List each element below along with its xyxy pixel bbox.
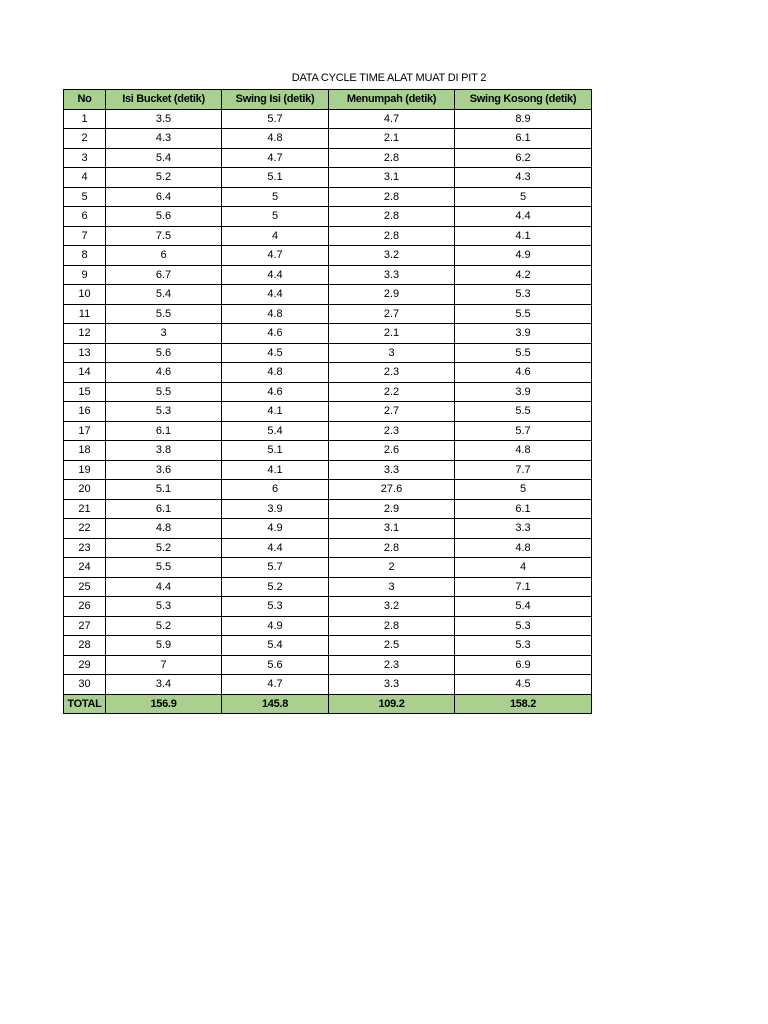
cell-swing-kosong: 5.3 <box>455 636 592 656</box>
total-row <box>64 694 592 714</box>
cell-swing-isi: 4.1 <box>222 402 329 422</box>
cell-no: 18 <box>64 441 106 461</box>
table-row <box>64 129 592 149</box>
cell-swing-kosong: 5.3 <box>455 616 592 636</box>
cell-swing-kosong: 4.4 <box>455 207 592 227</box>
cell-isi-bucket: 7 <box>106 655 222 675</box>
cell-menumpah: 3.3 <box>329 460 455 480</box>
cell-swing-isi: 4.6 <box>222 382 329 402</box>
cell-no: 15 <box>64 382 106 402</box>
table-row <box>64 421 592 441</box>
cell-menumpah: 2.7 <box>329 402 455 422</box>
cell-menumpah: 27.6 <box>329 480 455 500</box>
cell-isi-bucket: 7.5 <box>106 226 222 246</box>
table-row <box>64 363 592 383</box>
cell-menumpah: 2.1 <box>329 324 455 344</box>
cell-isi-bucket: 5.1 <box>106 480 222 500</box>
cell-menumpah: 2.8 <box>329 226 455 246</box>
cell-isi-bucket: 3 <box>106 324 222 344</box>
cell-swing-kosong: 5 <box>455 187 592 207</box>
cell-isi-bucket: 5.6 <box>106 207 222 227</box>
cell-swing-isi: 4.4 <box>222 538 329 558</box>
cell-swing-isi: 4 <box>222 226 329 246</box>
cell-swing-isi: 5.1 <box>222 441 329 461</box>
table-row <box>64 324 592 344</box>
cell-menumpah: 2.8 <box>329 538 455 558</box>
cell-swing-isi: 5.7 <box>222 558 329 578</box>
table-row <box>64 148 592 168</box>
cycle-time-table <box>63 89 592 714</box>
table-row <box>64 558 592 578</box>
cell-swing-kosong: 3.9 <box>455 382 592 402</box>
table-row <box>64 597 592 617</box>
cell-swing-kosong: 5 <box>455 480 592 500</box>
cell-swing-kosong: 5.5 <box>455 343 592 363</box>
total-swing-kosong: 158.2 <box>455 694 592 714</box>
table-row <box>64 655 592 675</box>
table-row <box>64 519 592 539</box>
cell-swing-isi: 5.2 <box>222 577 329 597</box>
cell-menumpah: 2 <box>329 558 455 578</box>
cell-isi-bucket: 5.3 <box>106 597 222 617</box>
cell-swing-isi: 5.4 <box>222 636 329 656</box>
cell-swing-isi: 4.7 <box>222 148 329 168</box>
cell-swing-isi: 5 <box>222 207 329 227</box>
cell-menumpah: 2.3 <box>329 363 455 383</box>
cell-isi-bucket: 4.4 <box>106 577 222 597</box>
cell-swing-isi: 3.9 <box>222 499 329 519</box>
cell-isi-bucket: 5.2 <box>106 168 222 188</box>
cell-isi-bucket: 5.5 <box>106 382 222 402</box>
cell-isi-bucket: 4.3 <box>106 129 222 149</box>
cell-no: 24 <box>64 558 106 578</box>
cell-isi-bucket: 3.8 <box>106 441 222 461</box>
cell-no: 23 <box>64 538 106 558</box>
cell-isi-bucket: 5.5 <box>106 558 222 578</box>
cell-isi-bucket: 6.7 <box>106 265 222 285</box>
cell-swing-isi: 4.8 <box>222 363 329 383</box>
cell-no: 8 <box>64 246 106 266</box>
cell-swing-isi: 5.3 <box>222 597 329 617</box>
cell-swing-kosong: 6.1 <box>455 499 592 519</box>
cell-menumpah: 4.7 <box>329 109 455 129</box>
table-row <box>64 246 592 266</box>
total-label: TOTAL <box>64 694 106 714</box>
column-header-swing-kosong: Swing Kosong (detik) <box>455 90 592 110</box>
cell-menumpah: 3.1 <box>329 168 455 188</box>
cell-no: 14 <box>64 363 106 383</box>
table-body <box>64 109 592 694</box>
cell-no: 11 <box>64 304 106 324</box>
cell-no: 9 <box>64 265 106 285</box>
cell-swing-isi: 4.5 <box>222 343 329 363</box>
cell-menumpah: 2.8 <box>329 148 455 168</box>
cell-swing-kosong: 5.3 <box>455 285 592 305</box>
cell-swing-isi: 5.7 <box>222 109 329 129</box>
cell-isi-bucket: 5.6 <box>106 343 222 363</box>
cell-swing-kosong: 4.2 <box>455 265 592 285</box>
cell-swing-isi: 4.9 <box>222 616 329 636</box>
cell-swing-kosong: 5.5 <box>455 304 592 324</box>
cell-swing-kosong: 4.6 <box>455 363 592 383</box>
cell-isi-bucket: 6.1 <box>106 499 222 519</box>
cell-menumpah: 2.6 <box>329 441 455 461</box>
total-swing-isi: 145.8 <box>222 694 329 714</box>
cell-swing-isi: 4.8 <box>222 129 329 149</box>
cell-swing-kosong: 4.3 <box>455 168 592 188</box>
page-title: DATA CYCLE TIME ALAT MUAT DI PIT 2 <box>291 72 487 84</box>
cell-no: 1 <box>64 109 106 129</box>
cell-no: 26 <box>64 597 106 617</box>
cell-no: 22 <box>64 519 106 539</box>
table-row <box>64 460 592 480</box>
cell-menumpah: 2.3 <box>329 421 455 441</box>
table-row <box>64 441 592 461</box>
cell-swing-kosong: 7.1 <box>455 577 592 597</box>
cell-menumpah: 3.1 <box>329 519 455 539</box>
total-menumpah: 109.2 <box>329 694 455 714</box>
cell-menumpah: 2.1 <box>329 129 455 149</box>
cell-swing-isi: 4.4 <box>222 285 329 305</box>
cell-no: 19 <box>64 460 106 480</box>
column-header-swing-isi: Swing Isi (detik) <box>222 90 329 110</box>
table-row <box>64 265 592 285</box>
cell-menumpah: 2.8 <box>329 616 455 636</box>
cell-menumpah: 3.2 <box>329 597 455 617</box>
cell-menumpah: 3.3 <box>329 675 455 695</box>
cell-isi-bucket: 3.4 <box>106 675 222 695</box>
cell-no: 2 <box>64 129 106 149</box>
cell-swing-isi: 4.7 <box>222 675 329 695</box>
cell-swing-kosong: 6.2 <box>455 148 592 168</box>
cell-swing-isi: 5.6 <box>222 655 329 675</box>
table-row <box>64 109 592 129</box>
cell-menumpah: 2.7 <box>329 304 455 324</box>
cell-menumpah: 3.3 <box>329 265 455 285</box>
cell-no: 20 <box>64 480 106 500</box>
cell-swing-kosong: 5.5 <box>455 402 592 422</box>
cell-no: 16 <box>64 402 106 422</box>
cell-isi-bucket: 6.4 <box>106 187 222 207</box>
cell-swing-isi: 5 <box>222 187 329 207</box>
cell-no: 29 <box>64 655 106 675</box>
cell-swing-kosong: 4.1 <box>455 226 592 246</box>
table-row <box>64 636 592 656</box>
table-row <box>64 382 592 402</box>
cell-no: 5 <box>64 187 106 207</box>
cell-menumpah: 2.9 <box>329 499 455 519</box>
cell-swing-kosong: 4.8 <box>455 538 592 558</box>
cell-swing-kosong: 4.8 <box>455 441 592 461</box>
table-row <box>64 187 592 207</box>
cell-swing-kosong: 3.3 <box>455 519 592 539</box>
cell-swing-isi: 4.8 <box>222 304 329 324</box>
cell-isi-bucket: 5.2 <box>106 538 222 558</box>
cell-no: 13 <box>64 343 106 363</box>
cell-no: 4 <box>64 168 106 188</box>
table-row <box>64 499 592 519</box>
cell-swing-isi: 4.9 <box>222 519 329 539</box>
cell-isi-bucket: 3.5 <box>106 109 222 129</box>
cell-isi-bucket: 5.4 <box>106 285 222 305</box>
cell-isi-bucket: 5.9 <box>106 636 222 656</box>
cell-menumpah: 3.2 <box>329 246 455 266</box>
column-header-no: No <box>64 90 106 110</box>
cell-swing-isi: 5.1 <box>222 168 329 188</box>
cell-swing-kosong: 8.9 <box>455 109 592 129</box>
cell-swing-kosong: 4.5 <box>455 675 592 695</box>
cell-no: 6 <box>64 207 106 227</box>
table-row <box>64 538 592 558</box>
cell-isi-bucket: 4.6 <box>106 363 222 383</box>
cell-swing-kosong: 6.9 <box>455 655 592 675</box>
cell-swing-kosong: 5.7 <box>455 421 592 441</box>
cell-swing-isi: 4.4 <box>222 265 329 285</box>
table-row <box>64 577 592 597</box>
cell-no: 10 <box>64 285 106 305</box>
cell-swing-isi: 4.6 <box>222 324 329 344</box>
cell-no: 27 <box>64 616 106 636</box>
cell-isi-bucket: 3.6 <box>106 460 222 480</box>
cell-isi-bucket: 5.3 <box>106 402 222 422</box>
cell-isi-bucket: 5.5 <box>106 304 222 324</box>
cell-no: 7 <box>64 226 106 246</box>
cell-swing-isi: 4.1 <box>222 460 329 480</box>
cell-menumpah: 2.8 <box>329 187 455 207</box>
cell-swing-kosong: 6.1 <box>455 129 592 149</box>
table-row <box>64 207 592 227</box>
table-row <box>64 168 592 188</box>
total-isi-bucket: 156.9 <box>106 694 222 714</box>
cell-no: 12 <box>64 324 106 344</box>
cell-swing-kosong: 7.7 <box>455 460 592 480</box>
cell-menumpah: 2.3 <box>329 655 455 675</box>
cell-menumpah: 3 <box>329 577 455 597</box>
table-row <box>64 675 592 695</box>
table-row <box>64 343 592 363</box>
cell-swing-kosong: 4.9 <box>455 246 592 266</box>
cell-no: 30 <box>64 675 106 695</box>
cell-isi-bucket: 4.8 <box>106 519 222 539</box>
cell-swing-isi: 5.4 <box>222 421 329 441</box>
cell-isi-bucket: 6 <box>106 246 222 266</box>
cell-isi-bucket: 5.2 <box>106 616 222 636</box>
cell-no: 28 <box>64 636 106 656</box>
cell-no: 17 <box>64 421 106 441</box>
cell-no: 21 <box>64 499 106 519</box>
cell-isi-bucket: 6.1 <box>106 421 222 441</box>
cell-menumpah: 2.5 <box>329 636 455 656</box>
table-row <box>64 226 592 246</box>
column-header-menumpah: Menumpah (detik) <box>329 90 455 110</box>
table-row <box>64 285 592 305</box>
cell-swing-kosong: 5.4 <box>455 597 592 617</box>
table-row <box>64 480 592 500</box>
cell-menumpah: 2.2 <box>329 382 455 402</box>
cell-menumpah: 3 <box>329 343 455 363</box>
cell-swing-isi: 6 <box>222 480 329 500</box>
column-header-isi-bucket: Isi Bucket (detik) <box>106 90 222 110</box>
table-row <box>64 402 592 422</box>
table-row <box>64 616 592 636</box>
cell-no: 25 <box>64 577 106 597</box>
cell-swing-kosong: 3.9 <box>455 324 592 344</box>
cell-menumpah: 2.8 <box>329 207 455 227</box>
cell-isi-bucket: 5.4 <box>106 148 222 168</box>
cell-swing-isi: 4.7 <box>222 246 329 266</box>
cell-no: 3 <box>64 148 106 168</box>
table-row <box>64 304 592 324</box>
cell-swing-kosong: 4 <box>455 558 592 578</box>
header-row <box>64 90 592 110</box>
cell-menumpah: 2.9 <box>329 285 455 305</box>
